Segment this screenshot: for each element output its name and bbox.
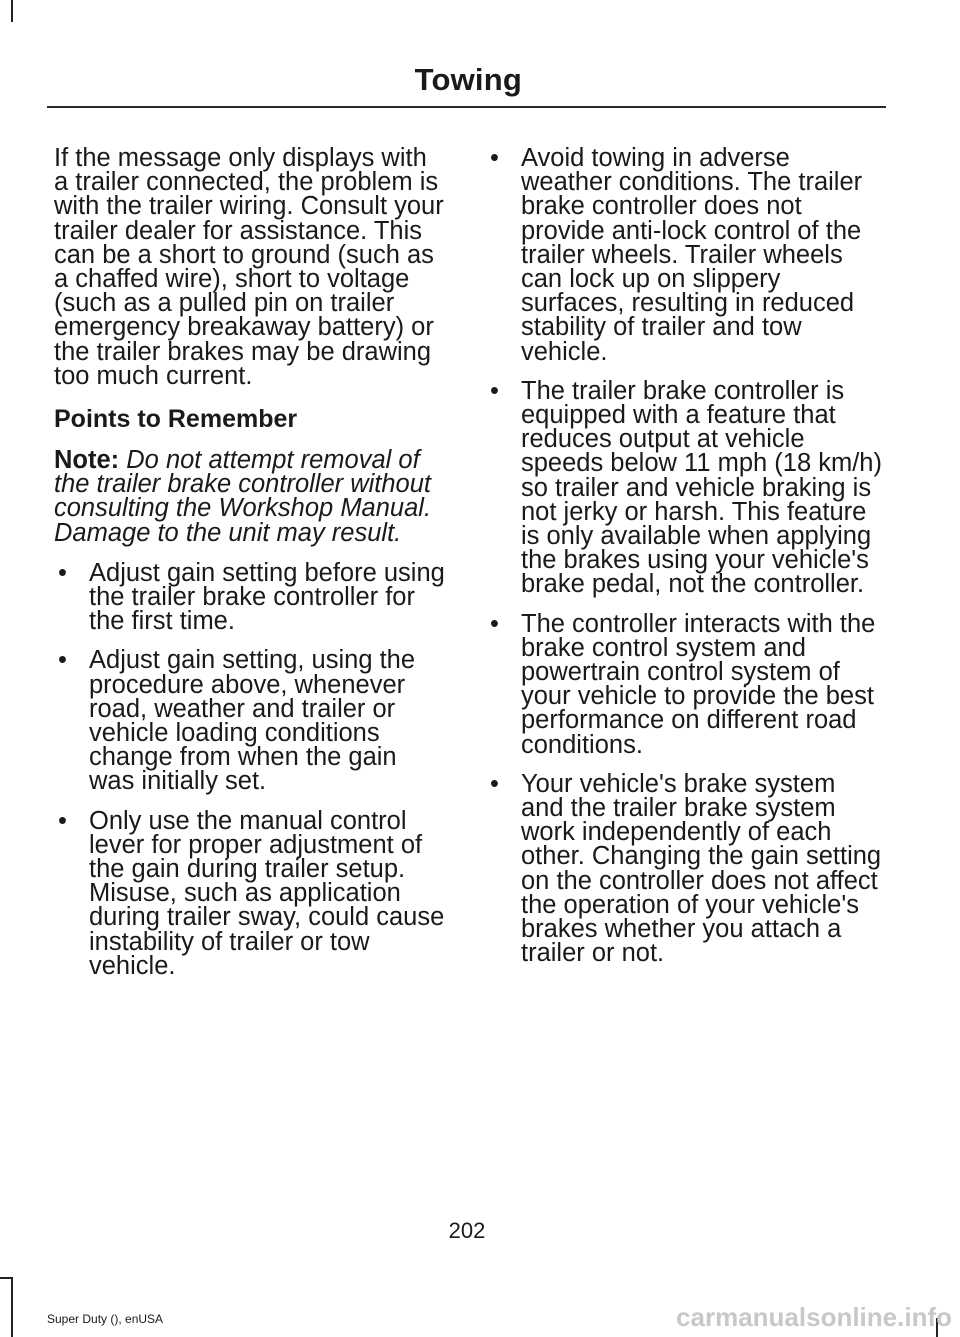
- page-number: 202: [448, 1218, 486, 1243]
- note-paragraph: [54, 448, 448, 545]
- note-label: Note:: [54, 446, 120, 475]
- page-title: Towing: [414, 62, 522, 97]
- list-item: [486, 769, 882, 968]
- list-item-text: Avoid towing in adverse weather conditions. The trailer brake controller does not provide anti-lock control of the trailer wheels. Trailer wheels can lock up on slippery surfaces, resulting in reduced stability of trailer and tow vehicle.: [521, 144, 863, 366]
- left-bullet-list: [54, 558, 448, 980]
- crop-mark-top-left: [11, 0, 13, 22]
- list-item-text: Adjust gain setting before using the trailer brake controller for the first time.: [89, 558, 445, 636]
- bullet-icon: •: [58, 646, 67, 675]
- bullet-icon: •: [490, 769, 499, 798]
- watermark: carmanualsonline.info: [676, 1302, 952, 1332]
- list-item: [486, 146, 882, 364]
- list-item: [54, 806, 448, 980]
- list-item: [54, 646, 448, 796]
- left-column: [54, 146, 448, 993]
- intro-paragraph: If the message only displays with a trailer connected, the problem is with the trailer wiring. Consult your trailer dealer for assistance. This can be a short to ground (such as a chaffed wire), short to voltage (such as a pulled pin on trailer emergency breakaway battery) or the trailer brakes may be drawing too much current.: [54, 144, 444, 390]
- footer-doc-info: Super Duty (), enUSA: [47, 1312, 164, 1326]
- header-divider: [47, 106, 886, 108]
- list-item-text: Adjust gain setting, using the procedure above, whenever road, weather and trailer or vehicle loading conditions change from when the gain was initially set.: [89, 646, 416, 796]
- bullet-icon: •: [490, 376, 499, 405]
- section-heading: Points to Remember: [54, 405, 298, 434]
- bullet-icon: •: [490, 144, 499, 172]
- list-item-text: Your vehicle's brake system and the trailer brake system work independently of each other. Changing the gain setting on the controller does not affect the operation of your vehicle's brakes whether you attach a trailer or not.: [521, 769, 882, 968]
- bullet-icon: •: [58, 806, 67, 835]
- list-item: [486, 376, 882, 599]
- list-item: [486, 609, 882, 759]
- list-item-text: The trailer brake controller is equipped with a feature that reduces output at vehicle speeds below 11 mph (18 km/h) so trailer and vehicle braking is not jerky or harsh. This feature is only available when applying the brakes using your vehicle's brake pedal, not the controller.: [521, 376, 882, 599]
- list-item: [54, 558, 448, 636]
- bullet-icon: •: [490, 609, 499, 638]
- bullet-icon: •: [58, 558, 67, 587]
- right-column: [486, 146, 882, 981]
- list-item-text: The controller interacts with the brake control system and powertrain control system of your vehicle to provide the best performance on different road conditions.: [521, 609, 876, 759]
- right-bullet-list: [486, 146, 882, 966]
- crop-mark-bottom-left-h: [0, 1277, 13, 1279]
- note-text: Do not attempt removal of the trailer brake controller without consulting the Workshop Manual. Damage to the unit may result.: [54, 446, 432, 547]
- list-item-text: Only use the manual control lever for proper adjustment of the gain during trailer setup. Misuse, such as application during trailer sway, could cause instability of trailer or tow vehicle.: [89, 806, 445, 980]
- crop-mark-bottom-left: [11, 1277, 13, 1337]
